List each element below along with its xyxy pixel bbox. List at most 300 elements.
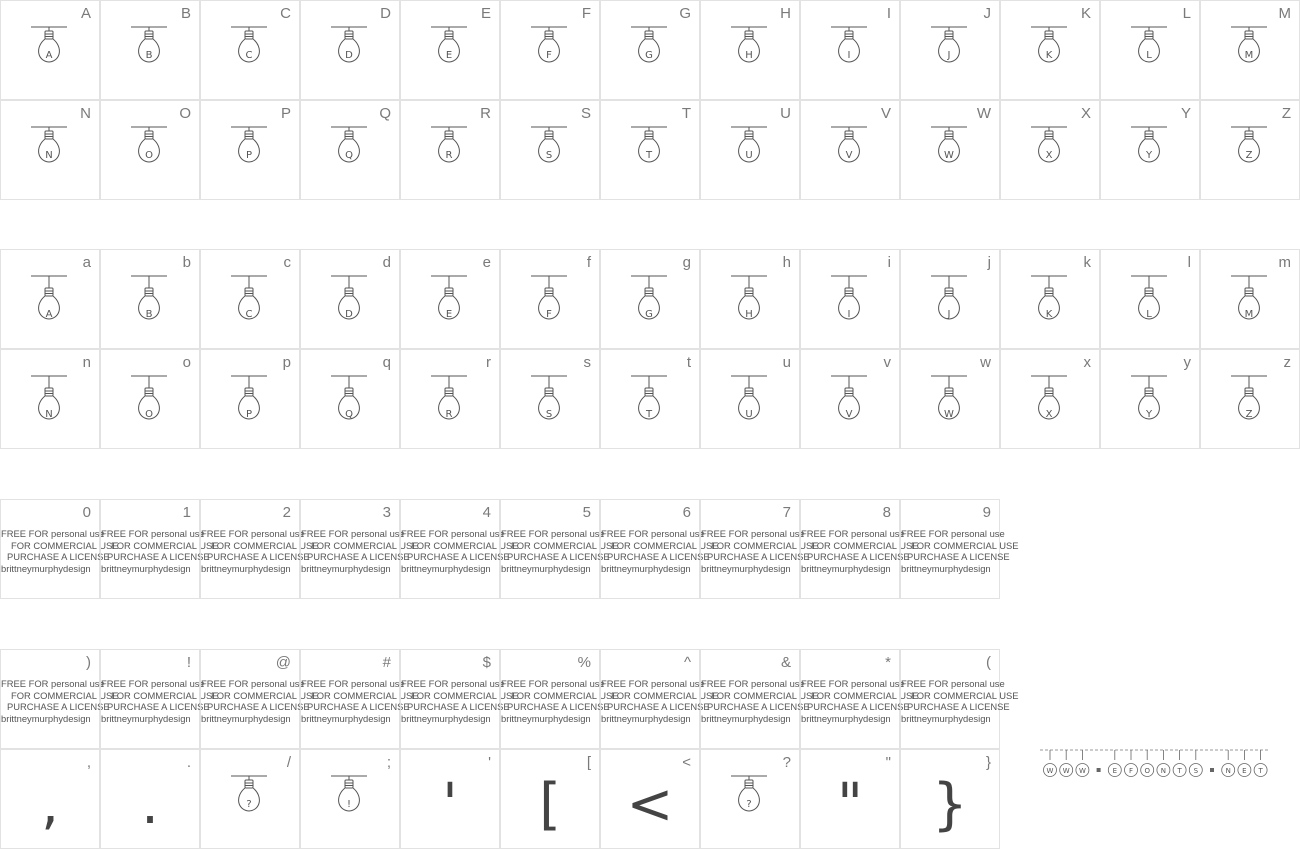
- glyph-cell: [200, 499, 319, 599]
- notice-line: PURCHASE A LICENSE: [307, 701, 410, 713]
- key-label: h: [782, 254, 791, 271]
- glyph-cell: [1000, 100, 1100, 200]
- glyph-cell: [100, 499, 219, 599]
- bulb-letter: V: [845, 409, 853, 420]
- bulb-letter: V: [845, 150, 853, 161]
- glyph-cell: [1000, 349, 1100, 449]
- bulb-glyph: [729, 23, 769, 93]
- bulb-glyph: [929, 372, 969, 442]
- bulb-glyph: [1229, 23, 1269, 93]
- key-label: t: [686, 354, 691, 371]
- glyph-cell: [400, 249, 500, 349]
- watermark-bulb: [1189, 750, 1202, 777]
- key-label: c: [283, 254, 291, 271]
- lowercase-grid: [0, 249, 1300, 449]
- bulb-glyph: [929, 272, 969, 342]
- notice-line: brittneymurphydesign: [201, 562, 291, 574]
- watermark-letter: T: [1177, 767, 1182, 775]
- bulb-letter: O: [145, 150, 153, 161]
- key-label: P: [280, 105, 291, 122]
- notice-line: brittneymurphydesign: [701, 562, 791, 574]
- bulb-glyph: [1029, 123, 1069, 193]
- glyph-cell: [500, 0, 600, 100]
- license-notice: [99, 528, 219, 574]
- light-bulb-icon: [29, 272, 69, 342]
- glyph-cell: [700, 649, 819, 749]
- glyph-cell: [0, 749, 100, 849]
- glyph-cell: [600, 0, 700, 100]
- bulb-letter: U: [745, 150, 753, 161]
- punctuation-glyph: ,: [41, 772, 59, 837]
- key-label: Z: [1281, 105, 1291, 122]
- bulb-glyph: [29, 372, 69, 442]
- glyph-cell: [200, 649, 319, 749]
- bulb-glyph: [729, 272, 769, 342]
- key-label: R: [480, 105, 491, 122]
- notice-line: PURCHASE A LICENSE: [507, 701, 610, 713]
- light-bulb-icon: [1229, 272, 1269, 342]
- key-label: j: [987, 254, 991, 271]
- glyph-cell: [600, 349, 700, 449]
- bulb-glyph: [129, 123, 169, 193]
- watermark-letter: E: [1112, 767, 1118, 775]
- bulb-letter: P: [245, 150, 253, 161]
- bulb-letter: Y: [1145, 409, 1153, 420]
- bulb-glyph: [29, 272, 69, 342]
- notice-line: FOR COMMERCIAL USE: [211, 689, 319, 701]
- key-label: M: [1278, 5, 1291, 22]
- bulb-glyph: [629, 123, 669, 193]
- glyph-cell: [800, 100, 900, 200]
- bulb-glyph: [1029, 372, 1069, 442]
- light-bulb-icon: [929, 372, 969, 442]
- bulb-letter: M: [1244, 50, 1254, 61]
- notice-line: PURCHASE A LICENSE: [607, 701, 710, 713]
- glyph-cell: [100, 0, 200, 100]
- license-notice: [799, 528, 919, 574]
- bulb-letter: Y: [1145, 150, 1153, 161]
- key-label: q: [382, 354, 391, 371]
- notice-line: FOR COMMERCIAL USE: [811, 539, 919, 551]
- notice-line: FREE FOR personal use: [201, 678, 305, 689]
- key-label: K: [1080, 5, 1091, 22]
- digits-grid: [0, 499, 1019, 599]
- glyph-cell: [100, 649, 219, 749]
- key-label: #: [382, 654, 391, 671]
- notice-line: PURCHASE A LICENSE: [107, 701, 210, 713]
- notice-line: FOR COMMERCIAL USE: [711, 539, 819, 551]
- notice-line: PURCHASE A LICENSE: [407, 551, 510, 563]
- light-bulb-icon: [729, 372, 769, 442]
- notice-line: brittneymurphydesign: [501, 562, 591, 574]
- key-label: $: [482, 654, 491, 671]
- notice-line: FREE FOR personal use: [501, 528, 605, 539]
- bulb-letter: G: [645, 50, 653, 61]
- bulb-letter: E: [445, 309, 453, 320]
- glyph-cell: [1000, 249, 1100, 349]
- notice-line: PURCHASE A LICENSE: [207, 551, 310, 563]
- key-label: ^: [683, 654, 691, 671]
- bulb-glyph: [729, 372, 769, 442]
- license-notice: [299, 528, 419, 574]
- bulb-glyph: [229, 372, 269, 442]
- key-label: A: [80, 5, 91, 22]
- bulb-glyph: [429, 123, 469, 193]
- watermark-letter: N: [1225, 767, 1231, 775]
- notice-line: FOR COMMERCIAL USE: [111, 689, 219, 701]
- watermark-letter: W: [1062, 767, 1070, 775]
- watermark-letter: T: [1258, 767, 1263, 775]
- light-bulb-icon: [29, 372, 69, 442]
- notice-line: FOR COMMERCIAL USE: [511, 689, 619, 701]
- key-label: V: [880, 105, 891, 122]
- bulb-letter: I: [847, 309, 851, 320]
- notice-line: brittneymurphydesign: [701, 712, 791, 724]
- notice-line: PURCHASE A LICENSE: [207, 701, 310, 713]
- bulb-letter: U: [745, 409, 753, 420]
- key-label: i: [887, 254, 891, 271]
- notice-line: brittneymurphydesign: [901, 562, 991, 574]
- key-label: F: [581, 5, 591, 22]
- bulb-letter: L: [1146, 309, 1152, 320]
- notice-line: FOR COMMERCIAL USE: [311, 539, 419, 551]
- bulb-glyph: [529, 123, 569, 193]
- notice-line: brittneymurphydesign: [1, 562, 91, 574]
- key-label: v: [883, 354, 891, 371]
- bulb-glyph: [829, 372, 869, 442]
- bulb-glyph: [929, 23, 969, 93]
- notice-line: brittneymurphydesign: [901, 712, 991, 724]
- glyph-cell: [300, 0, 400, 100]
- key-label: 8: [882, 504, 891, 521]
- key-label: 6: [682, 504, 691, 521]
- notice-line: FREE FOR personal use: [101, 678, 205, 689]
- key-label: !: [186, 654, 191, 671]
- light-bulb-icon: [129, 372, 169, 442]
- key-label: 1: [182, 504, 191, 521]
- bulb-glyph: [229, 23, 269, 93]
- notice-line: FOR COMMERCIAL USE: [311, 689, 419, 701]
- light-bulb-icon: [529, 372, 569, 442]
- bulb-glyph: [929, 123, 969, 193]
- bulb-letter: M: [1244, 309, 1254, 320]
- glyph-cell: [200, 749, 300, 849]
- key-label: N: [80, 105, 91, 122]
- bulb-glyph: [529, 23, 569, 93]
- glyph-cell: [300, 349, 400, 449]
- key-label: m: [1278, 254, 1291, 271]
- light-bulb-icon: [829, 372, 869, 442]
- light-bulb-icon: [829, 272, 869, 342]
- notice-line: FREE FOR personal use: [301, 678, 405, 689]
- bulb-letter: !: [346, 799, 351, 810]
- notice-line: brittneymurphydesign: [301, 562, 391, 574]
- glyph-cell: [200, 0, 300, 100]
- notice-line: brittneymurphydesign: [601, 712, 691, 724]
- key-label: l: [1187, 254, 1191, 271]
- bulb-glyph: [129, 272, 169, 342]
- glyph-cell: [500, 349, 600, 449]
- watermark-bulb: [1157, 750, 1170, 777]
- watermark-bulb-string: [1040, 748, 1270, 782]
- notice-line: brittneymurphydesign: [601, 562, 691, 574]
- bulb-glyph: [1229, 123, 1269, 193]
- watermark-svg: [1040, 748, 1270, 782]
- watermark-bulb: [1108, 750, 1121, 777]
- notice-line: FREE FOR personal use: [1, 528, 105, 539]
- key-label: [: [586, 754, 591, 771]
- bulb-letter: C: [245, 50, 253, 61]
- key-label: T: [681, 105, 691, 122]
- glyph-cell: [1100, 100, 1200, 200]
- glyph-cell: [200, 349, 300, 449]
- glyph-cell: [800, 249, 900, 349]
- glyph-cell: [600, 499, 719, 599]
- bulb-letter: D: [345, 50, 353, 61]
- notice-line: PURCHASE A LICENSE: [507, 551, 610, 563]
- bulb-glyph: [729, 123, 769, 193]
- glyph-cell: [200, 249, 300, 349]
- light-bulb-icon: [729, 272, 769, 342]
- glyph-cell: [100, 349, 200, 449]
- notice-line: FOR COMMERCIAL USE: [711, 689, 819, 701]
- key-label: y: [1183, 354, 1191, 371]
- bulb-glyph: [29, 23, 69, 93]
- key-label: Q: [379, 105, 391, 122]
- bulb-glyph: [1129, 123, 1169, 193]
- glyph-cell: [300, 649, 419, 749]
- watermark-letter: N: [1160, 767, 1167, 775]
- glyph-cell: [700, 249, 800, 349]
- bulb-glyph: [729, 772, 769, 842]
- light-bulb-icon: [1129, 372, 1169, 442]
- key-label: a: [82, 254, 91, 271]
- key-label: w: [980, 354, 991, 371]
- bulb-letter: A: [45, 309, 53, 320]
- glyph-cell: [700, 499, 819, 599]
- notice-line: FREE FOR personal use: [401, 678, 505, 689]
- notice-line: FREE FOR personal use: [901, 528, 1005, 539]
- notice-line: brittneymurphydesign: [301, 712, 391, 724]
- bulb-letter: R: [445, 150, 453, 161]
- key-label: B: [180, 5, 191, 22]
- light-bulb-icon: [1029, 272, 1069, 342]
- watermark-bulb: [1076, 750, 1089, 777]
- bulb-glyph: [629, 23, 669, 93]
- notice-line: brittneymurphydesign: [201, 712, 291, 724]
- punctuation-glyph: [: [539, 772, 561, 837]
- watermark-bulb: [1210, 768, 1214, 772]
- bulb-letter: Z: [1245, 150, 1253, 161]
- bulb-letter: N: [45, 409, 53, 420]
- glyph-cell: [1200, 349, 1300, 449]
- bulb-letter: C: [245, 309, 253, 320]
- glyph-cell: [900, 100, 1000, 200]
- glyph-cell: [400, 349, 500, 449]
- glyph-cell: [1200, 100, 1300, 200]
- key-label: ): [86, 654, 91, 671]
- notice-line: brittneymurphydesign: [801, 712, 891, 724]
- bulb-letter: L: [1146, 50, 1152, 61]
- glyph-cell: [900, 749, 1000, 849]
- notice-line: FREE FOR personal use: [601, 678, 705, 689]
- bulb-letter: ?: [246, 799, 252, 810]
- glyph-cell: [400, 100, 500, 200]
- key-label: <: [682, 754, 691, 771]
- symbols-grid: [0, 649, 1019, 849]
- glyph-cell: [0, 649, 119, 749]
- license-notice: [599, 678, 719, 724]
- glyph-cell: [800, 349, 900, 449]
- license-notice: [599, 528, 719, 574]
- glyph-cell: [100, 749, 200, 849]
- bulb-glyph: [1229, 372, 1269, 442]
- key-label: ': [488, 754, 491, 771]
- notice-line: PURCHASE A LICENSE: [7, 701, 110, 713]
- notice-line: brittneymurphydesign: [101, 712, 191, 724]
- glyph-cell: [1000, 0, 1100, 100]
- notice-line: FREE FOR personal use: [201, 528, 305, 539]
- notice-line: FOR COMMERCIAL USE: [411, 539, 519, 551]
- bulb-glyph: [529, 272, 569, 342]
- key-label: S: [580, 105, 591, 122]
- license-notice: [99, 678, 219, 724]
- key-label: C: [280, 5, 291, 22]
- bulb-letter: S: [545, 409, 553, 420]
- notice-line: FOR COMMERCIAL USE: [11, 689, 119, 701]
- license-notice: [399, 678, 519, 724]
- bulb-letter: Q: [345, 409, 353, 420]
- key-label: 5: [582, 504, 591, 521]
- glyph-cell: [900, 0, 1000, 100]
- notice-line: PURCHASE A LICENSE: [707, 551, 810, 563]
- key-label: J: [983, 5, 991, 22]
- key-label: I: [886, 5, 891, 22]
- bulb-letter: G: [645, 309, 653, 320]
- notice-line: PURCHASE A LICENSE: [807, 551, 910, 563]
- bulb-glyph: [1129, 372, 1169, 442]
- notice-line: FOR COMMERCIAL USE: [911, 689, 1019, 701]
- glyph-cell: [700, 0, 800, 100]
- bulb-letter: T: [645, 150, 653, 161]
- notice-line: PURCHASE A LICENSE: [907, 551, 1010, 563]
- bulb-glyph: [329, 272, 369, 342]
- light-bulb-icon: [1029, 372, 1069, 442]
- key-label: p: [282, 354, 291, 371]
- key-label: d: [382, 254, 391, 271]
- notice-line: brittneymurphydesign: [801, 562, 891, 574]
- notice-line: brittneymurphydesign: [101, 562, 191, 574]
- light-bulb-icon: [329, 372, 369, 442]
- glyph-cell: [300, 100, 400, 200]
- notice-line: FREE FOR personal use: [301, 528, 405, 539]
- glyph-cell: [300, 249, 400, 349]
- light-bulb-icon: [629, 372, 669, 442]
- license-notice: [699, 528, 819, 574]
- notice-line: FOR COMMERCIAL USE: [911, 539, 1019, 551]
- punctuation-glyph: ": [837, 772, 863, 837]
- notice-line: PURCHASE A LICENSE: [407, 701, 510, 713]
- key-label: ": [885, 754, 891, 771]
- glyph-cell: [700, 349, 800, 449]
- bulb-letter: P: [245, 409, 253, 420]
- glyph-cell: [700, 749, 800, 849]
- glyph-cell: [300, 499, 419, 599]
- license-notice: [499, 528, 619, 574]
- watermark-bulb: [1222, 750, 1235, 777]
- light-bulb-icon: [929, 272, 969, 342]
- key-label: k: [1083, 254, 1091, 271]
- glyph-cell: [500, 499, 619, 599]
- glyph-cell: [800, 749, 900, 849]
- glyph-cell: [600, 649, 719, 749]
- glyph-cell: [0, 499, 119, 599]
- bulb-letter: X: [1045, 409, 1053, 420]
- light-bulb-icon: [429, 372, 469, 442]
- key-label: f: [586, 254, 591, 271]
- bulb-glyph: [129, 372, 169, 442]
- light-bulb-icon: [629, 272, 669, 342]
- key-label: E: [480, 5, 491, 22]
- key-label: u: [782, 354, 791, 371]
- glyph-cell: [800, 0, 900, 100]
- key-label: 4: [482, 504, 491, 521]
- key-label: o: [182, 354, 191, 371]
- license-notice: [899, 678, 1019, 724]
- bulb-glyph: [229, 272, 269, 342]
- bulb-letter: Q: [345, 150, 353, 161]
- bulb-glyph: [29, 123, 69, 193]
- notice-line: FOR COMMERCIAL USE: [611, 539, 719, 551]
- light-bulb-icon: [1229, 372, 1269, 442]
- bulb-letter: I: [847, 50, 851, 61]
- key-label: ;: [386, 754, 391, 771]
- notice-line: FOR COMMERCIAL USE: [211, 539, 319, 551]
- watermark-letter: W: [1078, 767, 1086, 775]
- key-label: ?: [782, 754, 791, 771]
- bulb-letter: E: [445, 50, 453, 61]
- glyph-cell: [1100, 249, 1200, 349]
- key-label: z: [1283, 354, 1291, 371]
- notice-line: brittneymurphydesign: [401, 712, 491, 724]
- key-label: U: [780, 105, 791, 122]
- bulb-glyph: [1129, 272, 1169, 342]
- key-label: r: [486, 354, 491, 371]
- notice-line: FREE FOR personal use: [701, 678, 805, 689]
- bulb-glyph: [829, 272, 869, 342]
- bulb-letter: T: [645, 409, 653, 420]
- key-label: x: [1083, 354, 1091, 371]
- notice-line: FREE FOR personal use: [801, 528, 905, 539]
- watermark-bulb: [1254, 750, 1267, 777]
- bulb-letter: S: [545, 150, 553, 161]
- bulb-letter: W: [944, 409, 954, 420]
- bulb-glyph: [229, 123, 269, 193]
- glyph-cell: [600, 100, 700, 200]
- bulb-letter: A: [45, 50, 53, 61]
- notice-line: FREE FOR personal use: [801, 678, 905, 689]
- key-label: 7: [782, 504, 791, 521]
- glyph-cell: [400, 499, 519, 599]
- license-notice: [499, 678, 619, 724]
- light-bulb-icon: [329, 272, 369, 342]
- key-label: X: [1080, 105, 1091, 122]
- key-label: O: [179, 105, 191, 122]
- key-label: *: [885, 654, 891, 671]
- glyph-cell: [500, 249, 600, 349]
- key-label: H: [780, 5, 791, 22]
- key-label: n: [82, 354, 91, 371]
